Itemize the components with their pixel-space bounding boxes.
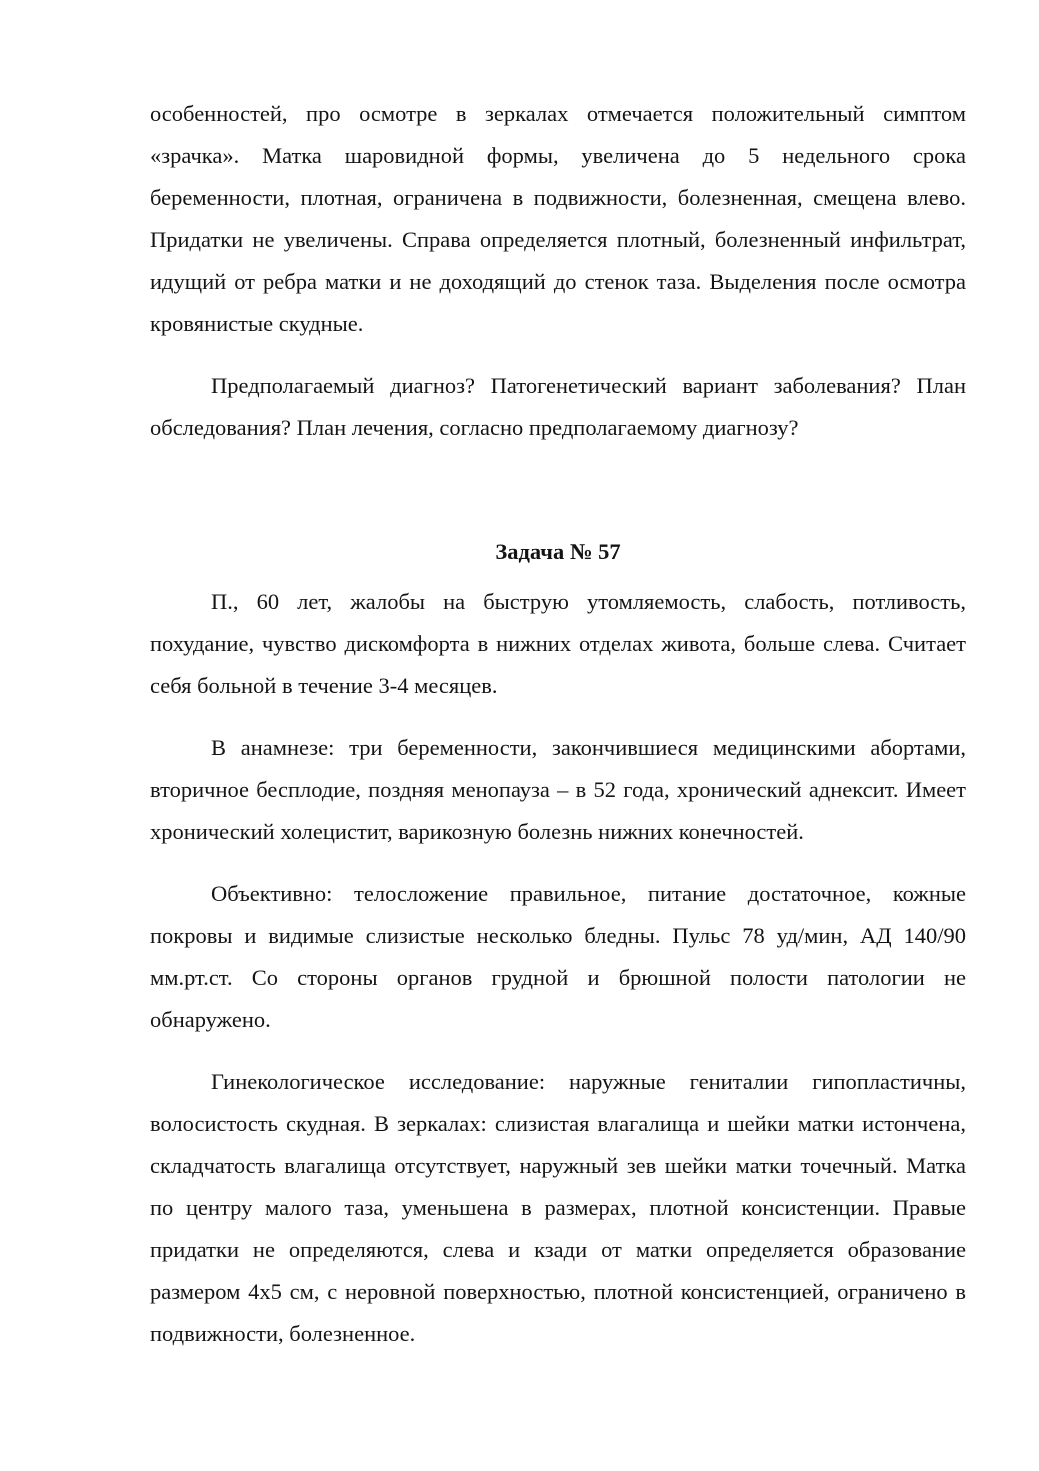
gynecological-exam-paragraph: Гинекологическое исследование: наружные гениталии гипопластичны, волосистость скудная. В зеркалах: слизистая влагалища и шейки матки истончена, складчатость влагалища отсутствует, наружный зев шейки матки точечный. Матка по центру малого таза, уменьшена в размерах, плотной консистенции. Правые придатки не определяются, слева и кзади от матки определяется образование размером 4х5 см, с неровной поверхностью, плотной консистенцией, ограничено в подвижности, болезненное. bbox=[150, 1069, 966, 1346]
objective-paragraph: Объективно: телосложение правильное, питание достаточное, кожные покровы и видимые слизистые несколько бледны. Пульс 78 уд/мин, АД 140/90 мм.рт.ст. Со стороны органов грудной и брюшной полости патологии не обнаружено. bbox=[150, 881, 966, 1032]
section-spacer bbox=[150, 469, 966, 531]
complaints-paragraph: П., 60 лет, жалобы на быструю утомляемость, слабость, потливость, похудание, чувство дискомфорта в нижних отделах живота, больше слева. Считает себя больной в течение 3-4 месяцев. bbox=[150, 589, 966, 698]
anamnesis-paragraph: В анамнезе: три беременности, закончившиеся медицинскими абортами, вторичное бесплодие, поздняя менопауза – в 52 года, хронический аднексит. Имеет хронический холецистит, варикозную болезнь нижних конечностей. bbox=[150, 735, 966, 844]
continued-paragraph: особенностей, про осмотре в зеркалах отмечается положительный симптом «зрачка». Матка шаровидной формы, увеличена до 5 недельного срока беременности, плотная, ограничена в подвижности, болезненная, смещена влево. Придатки не увеличены. Справа определяется плотный, болезненный инфильтрат, идущий от ребра матки и не доходящий до стенок таза. Выделения после осмотра кровянистые скудные. bbox=[150, 101, 966, 336]
questions-paragraph: Предполагаемый диагноз? Патогенетический вариант заболевания? План обследования? План лечения, согласно предполагаемому диагнозу? bbox=[150, 373, 966, 440]
task-heading: Задача № 57 bbox=[495, 539, 621, 564]
document-body bbox=[150, 93, 966, 1375]
